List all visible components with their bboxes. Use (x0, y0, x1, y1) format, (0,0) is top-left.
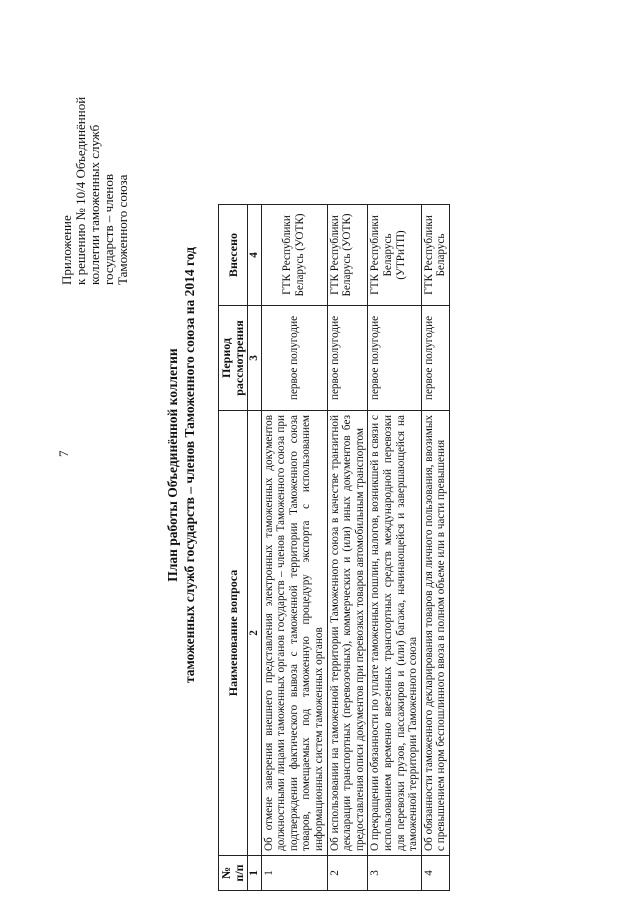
row-submitted: ГТК Республики Беларусь (УТРиТП) (368, 205, 421, 306)
table-row (327, 205, 368, 891)
column-index: 4 (248, 205, 262, 306)
column-index: 1 (248, 856, 262, 891)
header-submitted: Внесено (219, 205, 248, 306)
row-submitted: ГТК Республики Беларусь (421, 205, 449, 306)
row-question: Об отмене заверения внешнего представления электронных таможенных документов должностными лицами таможенных органов государств – членов Таможенного союза при подтверждении фактического вывоза с таможенной территории Таможенного союза товаров, помещаемых под таможенную процедуру экспорта с использованием информационных систем таможенных органов (261, 411, 327, 856)
row-submitted: ГТК Республики Беларусь (УОТК) (327, 205, 368, 306)
row-question: О прекращении обязанности по уплате таможенных пошлин, налогов, возникшей в связи с использованием временно ввезенных транспортных средств международной перевозки для перевозки грузов, пассажиров и (или) багажа, начинающейся и завершающейся на таможенной территории Таможенного союза (368, 411, 421, 856)
row-number: 1 (261, 856, 327, 891)
page-number: 7 (56, 450, 71, 457)
column-index-row (248, 205, 262, 891)
plan-subtitle: таможенных служб государств – членов Таможенного союза на 2014 год (182, 246, 197, 684)
row-question: Об использовании на таможенной территории Таможенного союза в качестве транзитной декларации транспортных (перевозочных), коммерческих и (или) иных документов без предоставления описи документов при перевозках товаров автомобильным транспортом (327, 411, 368, 856)
header-num: № п/п (219, 856, 248, 891)
row-question: Об обязанности таможенного декларирования товаров для личного пользования, ввозимых с превышением норм беспошлинного ввоза в полном объеме или в части превышения (421, 411, 449, 856)
header-period: Период рассмотрения (219, 306, 248, 411)
header-name: Наименование вопроса (219, 411, 248, 856)
row-number: 2 (327, 856, 368, 891)
row-number: 3 (368, 856, 421, 891)
appendix-note: Приложение к решению № 10/4 Объединённой коллегии таможенных служб государств – членов Таможенного союза (59, 96, 130, 285)
row-period: первое полугодие (421, 306, 449, 411)
row-submitted: ГТК Республики Беларусь (УОТК) (261, 205, 327, 306)
table-row (261, 205, 327, 891)
row-period: первое полугодие (327, 306, 368, 411)
table-row (368, 205, 421, 891)
table-row (421, 205, 449, 891)
plan-table (218, 204, 450, 891)
row-period: первое полугодие (368, 306, 421, 411)
plan-title: План работы Объединённой коллегии (165, 348, 180, 582)
row-period: первое полугодие (261, 306, 327, 411)
column-index: 3 (248, 306, 262, 411)
row-number: 4 (421, 856, 449, 891)
table-header-row (219, 205, 248, 891)
column-index: 2 (248, 411, 262, 856)
